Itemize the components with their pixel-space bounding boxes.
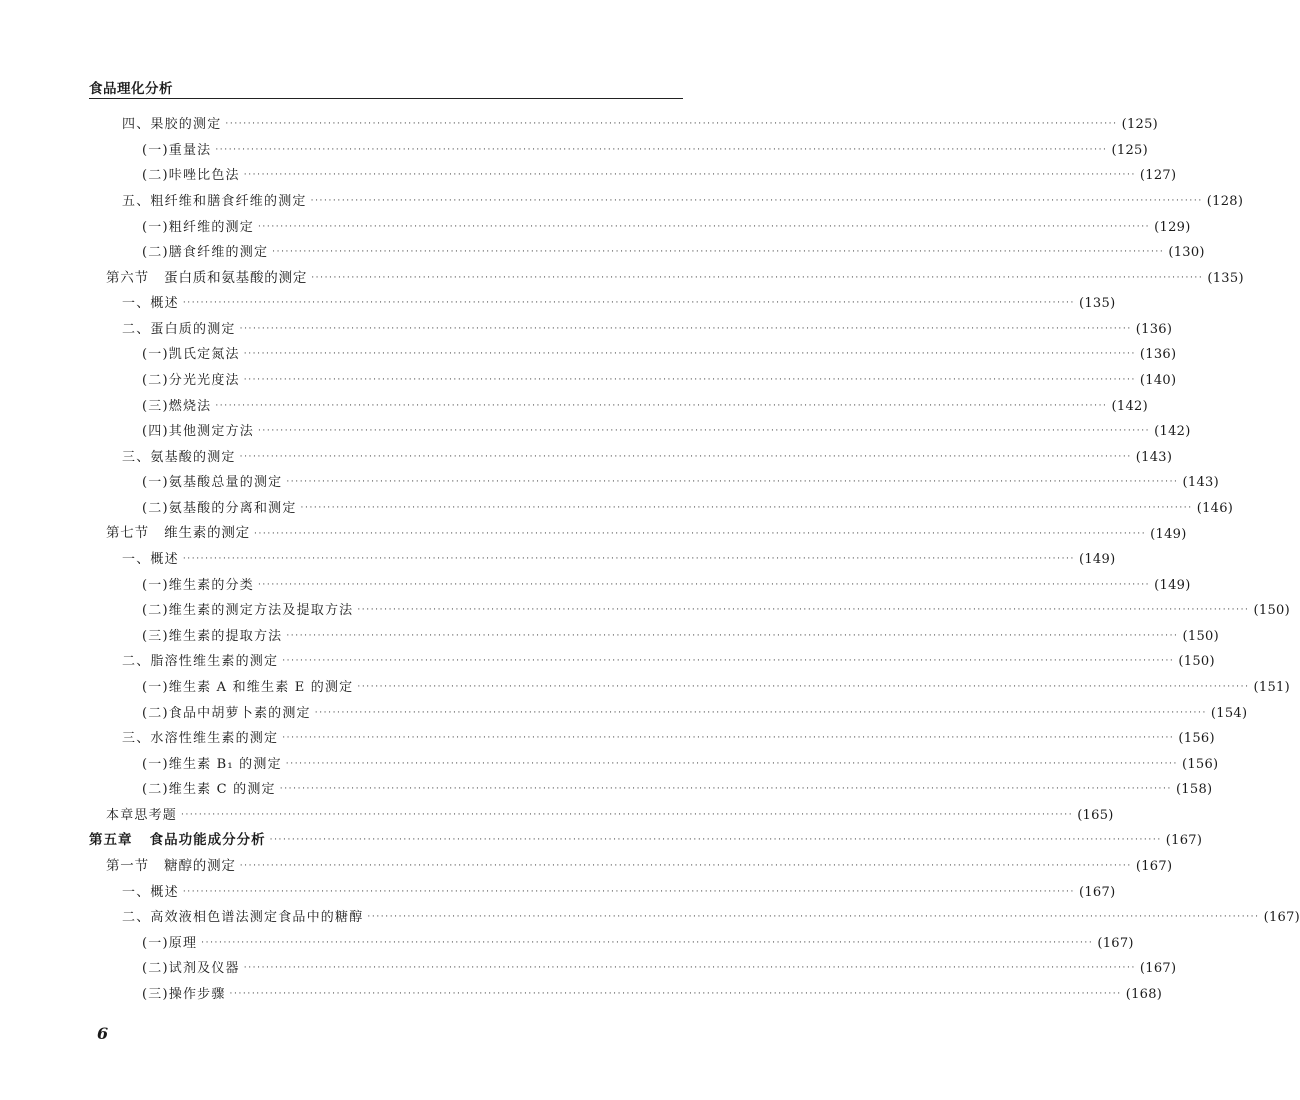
- toc-entry: [89, 138, 1148, 164]
- toc-entry-title: (一)氨基酸总量的测定: [142, 475, 283, 491]
- toc-entry-title: (一)原理: [142, 935, 198, 951]
- toc-entry-title: (一)维生素的分类: [142, 577, 254, 593]
- dot-leader: ········································································································································································································: [243, 963, 1136, 974]
- toc-entry: [89, 214, 1191, 240]
- toc-entry-title: 一、概述: [122, 296, 179, 312]
- toc-entry-title: (四)其他测定方法: [142, 424, 254, 440]
- toc-entry: [89, 240, 1205, 266]
- dot-leader: ········································································································································································································: [229, 988, 1122, 999]
- toc-entry-page: (125): [1121, 117, 1159, 133]
- dot-leader: ········································································································································································································: [243, 375, 1136, 386]
- dot-leader: ········································································································································································································: [239, 861, 1132, 872]
- toc-entry: [89, 905, 1300, 931]
- toc-entry-page: (156): [1181, 756, 1219, 772]
- toc-entry: [89, 624, 1219, 650]
- toc-entry-page: (146): [1196, 500, 1234, 516]
- toc-entry-page: (140): [1139, 373, 1177, 389]
- toc-entry-page: (150): [1182, 628, 1219, 644]
- toc-entry-title: 第一节 糖醇的测定: [106, 857, 236, 874]
- toc-entry-page: (167): [1078, 884, 1116, 900]
- dot-leader: ········································································································································································································: [286, 477, 1179, 488]
- toc-entry-title: (二)分光光度法: [142, 373, 240, 389]
- toc-entry-page: (168): [1125, 986, 1163, 1002]
- toc-entry-page: (149): [1154, 577, 1191, 593]
- toc-entry-title: (三)维生素的提取方法: [142, 628, 283, 644]
- toc-entry-page: (165): [1077, 807, 1114, 823]
- toc-entry-title: (二)维生素 C 的测定: [142, 782, 276, 798]
- toc-entry: [89, 445, 1173, 471]
- dot-leader: ········································································································································································································: [367, 912, 1260, 923]
- toc-entry-title: (一)重量法: [142, 142, 212, 158]
- toc-entry: [89, 649, 1215, 675]
- toc-entry: [89, 572, 1191, 598]
- toc-entry-title: (一)凯氏定氮法: [142, 347, 240, 363]
- toc-entry: [89, 189, 1244, 215]
- toc-entry: [89, 598, 1290, 624]
- dot-leader: ········································································································································································································: [282, 733, 1175, 744]
- dot-leader: ········································································································································································································: [243, 349, 1136, 360]
- toc-entry-title: 一、概述: [122, 552, 179, 568]
- toc-entry-title: (二)膳食纤维的测定: [142, 245, 269, 261]
- toc-entry-page: (149): [1150, 526, 1187, 542]
- toc-entry-title: (二)咔唑比色法: [142, 168, 240, 184]
- toc-entry-title: 二、高效液相色谱法测定食品中的糖醇: [122, 910, 364, 926]
- dot-leader: ········································································································································································································: [310, 196, 1203, 207]
- toc-entry-title: 二、蛋白质的测定: [122, 321, 236, 337]
- toc-entry-page: (143): [1182, 475, 1219, 491]
- toc-entry-page: (150): [1178, 654, 1215, 670]
- toc-entry: [89, 828, 1203, 854]
- toc-entry-title: 五、粗纤维和膳食纤维的测定: [122, 194, 307, 210]
- toc-entry-page: (130): [1168, 245, 1205, 261]
- toc-entry-title: 三、氨基酸的测定: [122, 449, 236, 465]
- toc-entry: [89, 931, 1134, 957]
- toc-entry-page: (167): [1263, 910, 1300, 926]
- toc-entry: [89, 317, 1173, 343]
- dot-leader: ········································································································································································································: [257, 579, 1151, 590]
- toc-entry-title: 第七节 维生素的测定: [106, 525, 250, 542]
- toc-entry-title: (一)维生素 A 和维生素 E 的测定: [142, 680, 354, 695]
- toc-entry: [89, 751, 1219, 777]
- dot-leader: ········································································································································································································: [215, 144, 1108, 155]
- toc-entry-page: (167): [1135, 859, 1173, 875]
- toc-entry-page: (129): [1154, 219, 1191, 235]
- toc-entry: [89, 265, 1244, 291]
- toc-entry: [89, 982, 1163, 1008]
- toc-entry: [89, 496, 1234, 522]
- dot-leader: ········································································································································································································: [257, 221, 1151, 232]
- running-header: [89, 76, 683, 99]
- toc-entry-page: (125): [1111, 142, 1148, 158]
- toc-entry: [89, 342, 1177, 368]
- toc-entry: [89, 112, 1159, 138]
- toc-entry-page: (143): [1135, 449, 1173, 465]
- dot-leader: ········································································································································································································: [182, 886, 1075, 897]
- toc-entry-title: (二)氨基酸的分离和测定: [142, 500, 297, 516]
- dot-leader: ········································································································································································································: [357, 682, 1250, 692]
- toc-entry: [89, 547, 1116, 573]
- toc-entry: [89, 393, 1148, 419]
- toc-entry: [89, 368, 1177, 394]
- dot-leader: ········································································································································································································: [282, 656, 1175, 667]
- toc-entry: [89, 521, 1187, 547]
- toc-entry-title: 四、果胶的测定: [122, 117, 222, 133]
- toc-entry-title: (一)维生素 B₁ 的测定: [142, 756, 282, 772]
- dot-leader: ········································································································································································································: [311, 272, 1204, 283]
- toc-entry-title: 本章思考题: [106, 807, 178, 823]
- dot-leader: ········································································································································································································: [272, 247, 1165, 258]
- toc-entry-page: (135): [1078, 296, 1116, 312]
- dot-leader: ········································································································································································································: [314, 707, 1207, 718]
- toc-entry: [89, 700, 1248, 726]
- toc-entry-page: (158): [1175, 782, 1213, 798]
- toc-entry-page: (167): [1139, 961, 1177, 977]
- dot-leader: ········································································································································································································: [285, 758, 1178, 769]
- toc-entry-title: 三、水溶性维生素的测定: [122, 731, 279, 747]
- book-title: 食品理化分析: [89, 81, 173, 97]
- dot-leader: ········································································································································································································: [181, 809, 1074, 820]
- dot-leader: ········································································································································································································: [257, 426, 1151, 437]
- toc-entry-title: 二、脂溶性维生素的测定: [122, 654, 279, 670]
- toc-entry-page: (142): [1154, 424, 1191, 440]
- dot-leader: ········································································································································································································: [300, 502, 1193, 513]
- dot-leader: ········································································································································································································: [215, 400, 1108, 411]
- toc-entry-title: (二)试剂及仪器: [142, 961, 240, 977]
- toc-entry-page: (154): [1210, 705, 1248, 721]
- dot-leader: ········································································································································································································: [269, 835, 1162, 846]
- toc-entry-title: (二)食品中胡萝卜素的测定: [142, 705, 311, 721]
- toc-entry-title: (三)燃烧法: [142, 398, 212, 414]
- toc-entry-page: (167): [1165, 833, 1203, 849]
- toc-entry-page: (142): [1111, 398, 1148, 414]
- toc-entry-page: (136): [1135, 321, 1173, 337]
- toc-entry-page: (135): [1207, 270, 1244, 286]
- toc-entry-page: (151): [1253, 680, 1290, 695]
- toc-entry: [89, 419, 1191, 445]
- toc-entry-title: (一)粗纤维的测定: [142, 219, 254, 235]
- dot-leader: ········································································································································································································: [243, 170, 1136, 181]
- dot-leader: ········································································································································································································: [225, 119, 1118, 130]
- toc-entry-page: (149): [1078, 552, 1116, 568]
- toc-entry-title: (二)维生素的测定方法及提取方法: [142, 603, 354, 619]
- toc-entry-title: (三)操作步骤: [142, 986, 226, 1002]
- dot-leader: ········································································································································································································: [286, 630, 1179, 641]
- dot-leader: ········································································································································································································: [357, 605, 1250, 616]
- dot-leader: ········································································································································································································: [182, 298, 1075, 309]
- toc-entry-page: (150): [1253, 603, 1290, 619]
- toc-entry-title: 第六节 蛋白质和氨基酸的测定: [106, 269, 308, 286]
- toc-entry-title: 第五章 食品功能成分分析: [89, 832, 266, 849]
- toc-entry: [89, 854, 1173, 880]
- dot-leader: ········································································································································································································: [239, 323, 1132, 334]
- toc-entry: [89, 163, 1177, 189]
- toc-entry: [89, 726, 1215, 752]
- dot-leader: ········································································································································································································: [239, 451, 1132, 462]
- toc-entry-page: (127): [1139, 168, 1177, 184]
- toc-entry: [89, 956, 1177, 982]
- toc-entry-page: (128): [1206, 194, 1244, 210]
- toc-entry: [89, 291, 1116, 317]
- toc-entry-page: (156): [1178, 731, 1215, 747]
- page-number: 6: [97, 1024, 109, 1043]
- toc-entry-page: (136): [1139, 347, 1177, 363]
- dot-leader: ········································································································································································································: [253, 528, 1147, 539]
- dot-leader: ········································································································································································································: [182, 554, 1075, 565]
- toc-entry: [89, 675, 1290, 701]
- toc-entry: [89, 803, 1114, 829]
- dot-leader: ········································································································································································································: [201, 937, 1094, 948]
- dot-leader: ········································································································································································································: [279, 784, 1172, 795]
- table-of-contents: [89, 112, 1300, 1007]
- toc-entry-page: (167): [1097, 935, 1134, 951]
- toc-entry: [89, 777, 1213, 803]
- toc-entry: [89, 470, 1219, 496]
- toc-entry: [89, 879, 1116, 905]
- toc-entry-title: 一、概述: [122, 884, 179, 900]
